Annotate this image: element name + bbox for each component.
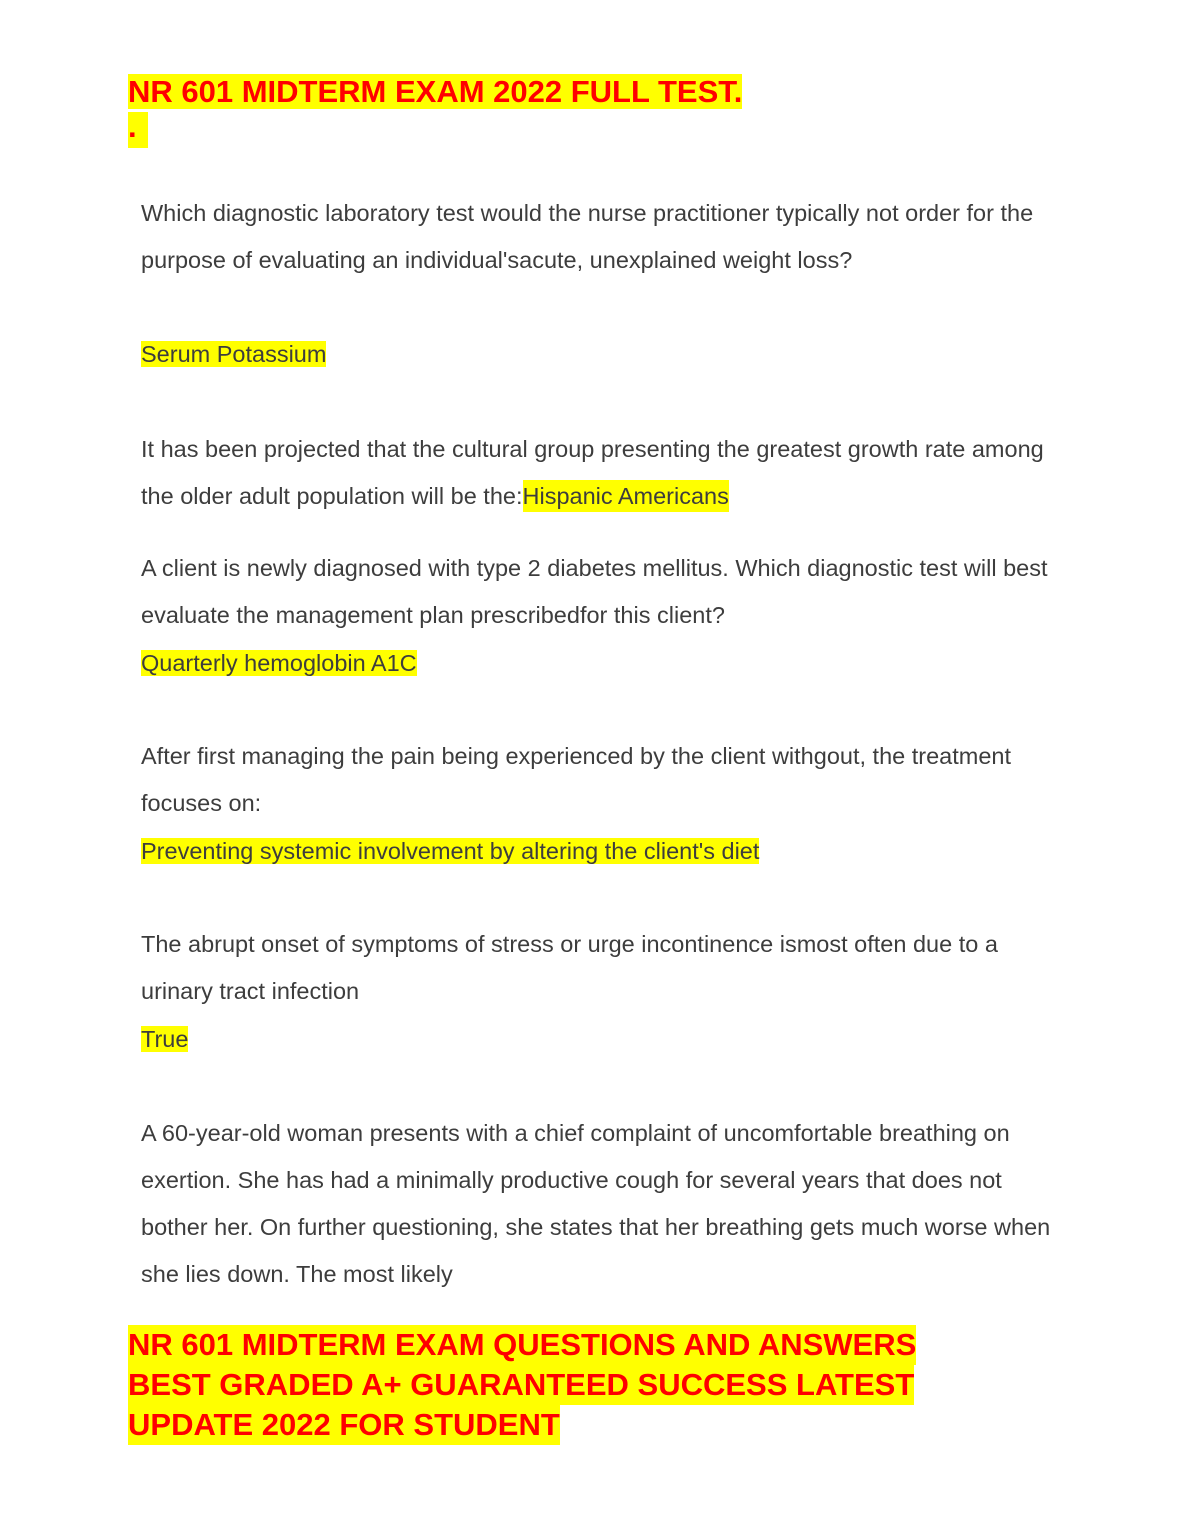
title-dot: . [128, 112, 148, 148]
answer-1-text: Serum Potassium [141, 341, 327, 367]
question-2-text: It has been projected that the cultural group presenting the greatest growth rate among the older adult population will be the: [141, 436, 1044, 509]
footer-title-line-1: NR 601 MIDTERM EXAM QUESTIONS AND ANSWERS [128, 1325, 916, 1365]
page-title [128, 72, 742, 112]
question-3: A client is newly diagnosed with type 2 diabetes mellitus. Which diagnostic test will best evaluate the management plan prescribedfor this client? [141, 555, 1048, 628]
footer-title [128, 1325, 916, 1445]
answer-5 [141, 1023, 188, 1055]
page-title-text: NR 601 MIDTERM EXAM 2022 FULL TEST. [128, 74, 743, 109]
answer-4 [141, 835, 759, 867]
question-5: The abrupt onset of symptoms of stress or urge incontinence ismost often due to a urinary tract infection [141, 931, 998, 1004]
answer-3 [141, 647, 417, 679]
question-1: Which diagnostic laboratory test would the nurse practitioner typically not order for the purpose of evaluating an individual'sacute, unexplained weight loss? [141, 200, 1034, 273]
question-2 [141, 426, 1061, 520]
question-4: After first managing the pain being experienced by the client withgout, the treatment focuses on: [141, 743, 1012, 816]
question-6: A 60-year-old woman presents with a chief complaint of uncomfortable breathing on exertion. She has had a minimally productive cough for several years that does not bother her. On further questioning, she states that her breathing gets much worse when she lies down. The most likely [141, 1120, 1051, 1287]
answer-3-text: Quarterly hemoglobin A1C [141, 650, 417, 676]
answer-1 [141, 338, 326, 370]
answer-2-text: Hispanic Americans [523, 480, 729, 512]
footer-title-line-3: UPDATE 2022 FOR STUDENT [128, 1405, 560, 1445]
answer-5-text: True [141, 1026, 189, 1052]
footer-title-line-2: BEST GRADED A+ GUARANTEED SUCCESS LATEST [128, 1365, 914, 1405]
answer-4-text: Preventing systemic involvement by altering the client's diet [141, 838, 760, 864]
